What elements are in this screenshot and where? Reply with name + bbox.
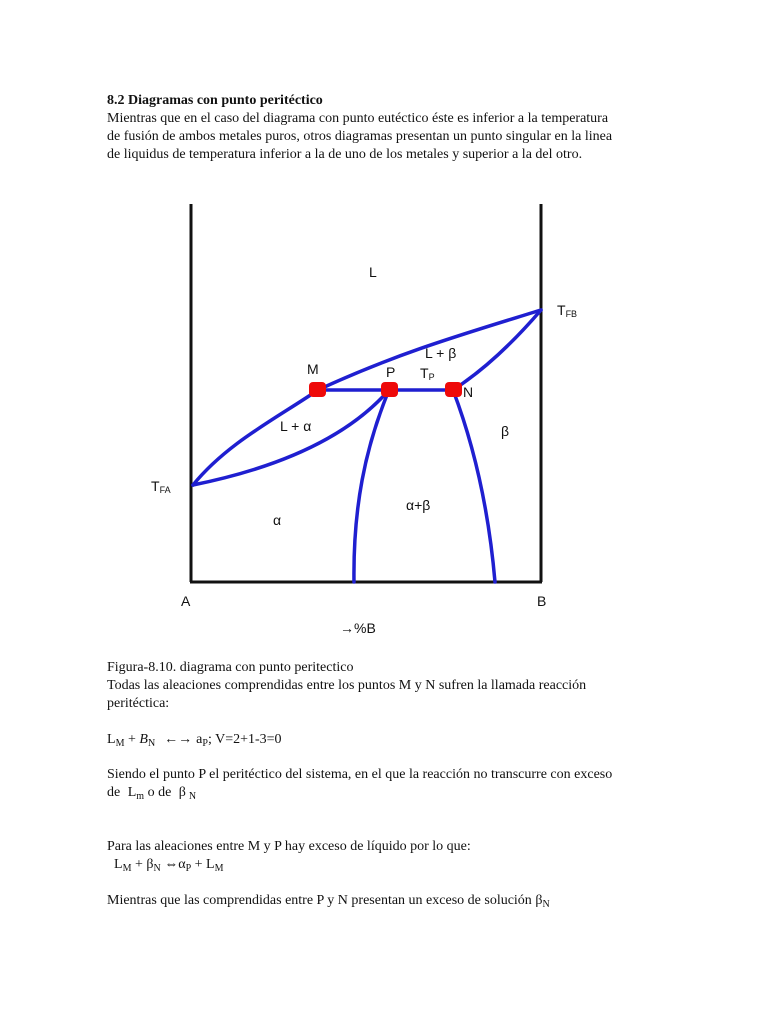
paragraph-1-line-2: peritéctica: [107,696,170,711]
paragraph-2-line-2: de $L_m$ o de β $_N$ [107,785,197,802]
intro-line-1: Mientras que en el caso del diagrama con punto eutéctico éste es inferior a la temperatura [107,111,609,126]
axis-b-label: B [537,593,547,609]
peritectic-phase-diagram [107,168,627,655]
reaction-equation-2: $L_M + \beta_N$ $\Leftrightarrow\alpha_P + L_M$ [114,857,224,874]
phase-boundaries [193,310,541,582]
beta-solvus-curve [453,390,495,582]
region-beta-label: β [501,423,510,439]
section-heading: 8.2 Diagramas con punto peritéctico [107,93,323,108]
point-m-label: M [307,361,319,377]
axis-a-label: A [181,593,191,609]
paragraph-2-line-1: Siendo el punto P el peritéctico del sistema, en el que la reacción no transcurre con exceso [107,767,613,782]
point-n-marker [445,382,462,397]
solidus-left-curve [193,390,389,485]
tfb-label: TFB [557,302,578,319]
point-p-marker [381,382,398,397]
tp-label: TP [420,365,435,382]
paragraph-3-line-1: Para las aleaciones entre M y P hay exceso de líquido por lo que: [107,839,471,854]
region-alpha-beta-label: α+β [406,497,431,513]
point-n-label: N [463,384,474,400]
paragraph-1-line-1: Todas las aleaciones comprendidas entre los puntos M y N sufren la llamada reacción [107,678,587,693]
region-alpha-label: α [273,512,282,528]
point-m-marker [309,382,326,397]
region-liquid-label: L [369,264,377,280]
paragraph-4: Mientras que las comprendidas entre P y N presentan un exceso de solución $\beta_N$ [107,893,550,910]
figure-caption: Figura-8.10. diagrama con punto peritectico [107,660,354,675]
point-p-label: P [386,364,396,380]
axis-x-label: →%B [340,620,376,636]
tfa-label: TFA [151,478,171,495]
intro-line-3: de liquidus de temperatura inferior a la de uno de los metales y superior a la del otro. [107,147,583,162]
region-l-alpha-label: L + α [280,418,312,434]
region-l-beta-label: L + β [425,345,457,361]
intro-line-2: de fusión de ambos metales puros, otros diagramas presentan un punto singular en la linea [107,129,613,144]
reaction-equation-1: $L_M + B_N$ ←→ $a_P$; V=2+1-3=0 [107,732,282,749]
